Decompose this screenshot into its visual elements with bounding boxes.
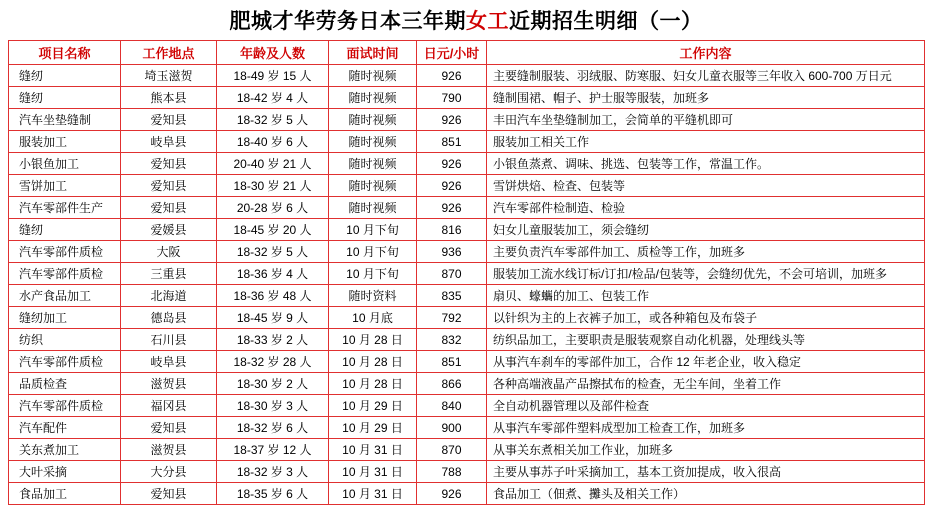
cell-work-content: 从事关东煮相关加工作业，加班多 <box>487 439 925 461</box>
cell-work-content: 妇女儿童服装加工，须会缝纫 <box>487 219 925 241</box>
cell-project-name: 汽车坐垫缝制 <box>9 109 121 131</box>
cell-age-and-count: 20-28 岁 6 人 <box>217 197 329 219</box>
cell-yen-per-hour: 851 <box>417 351 487 373</box>
cell-project-name: 缝纫 <box>9 87 121 109</box>
cell-age-and-count: 18-35 岁 6 人 <box>217 483 329 505</box>
cell-project-name: 汽车零部件生产 <box>9 197 121 219</box>
cell-work-content: 主要缝制服装、羽绒服、防寒服、妇女儿童衣服等三年收入 600-700 万日元 <box>487 65 925 87</box>
cell-project-name: 汽车零部件质检 <box>9 263 121 285</box>
table-row <box>9 483 925 505</box>
cell-project-name: 缝纫 <box>9 219 121 241</box>
table-row <box>9 285 925 307</box>
column-header-yen-per-hour: 日元/小时 <box>417 41 487 65</box>
cell-work-content: 扇贝、蠔蠵的加工、包装工作 <box>487 285 925 307</box>
cell-project-name: 雪饼加工 <box>9 175 121 197</box>
cell-work-content: 丰田汽车坐垫缝制加工，会简单的平缝机即可 <box>487 109 925 131</box>
cell-yen-per-hour: 816 <box>417 219 487 241</box>
cell-work-content: 主要从事苏子叶采摘加工，基本工资加提成，收入很高 <box>487 461 925 483</box>
table-row <box>9 65 925 87</box>
recruitment-table <box>8 40 925 505</box>
cell-age-and-count: 18-33 岁 2 人 <box>217 329 329 351</box>
table-row <box>9 87 925 109</box>
table-row <box>9 263 925 285</box>
cell-interview-time: 随时资料 <box>329 285 417 307</box>
cell-yen-per-hour: 936 <box>417 241 487 263</box>
cell-work-location: 埼玉滋贺 <box>121 65 217 87</box>
cell-interview-time: 随时视频 <box>329 65 417 87</box>
cell-work-location: 福冈县 <box>121 395 217 417</box>
cell-yen-per-hour: 870 <box>417 439 487 461</box>
cell-interview-time: 10 月 28 日 <box>329 373 417 395</box>
cell-interview-time: 10 月 28 日 <box>329 329 417 351</box>
cell-work-content: 缝制围裙、帽子、护士服等服装，加班多 <box>487 87 925 109</box>
cell-yen-per-hour: 851 <box>417 131 487 153</box>
cell-project-name: 小银鱼加工 <box>9 153 121 175</box>
column-header-project-name: 项目名称 <box>9 41 121 65</box>
table-row <box>9 439 925 461</box>
cell-age-and-count: 18-32 岁 3 人 <box>217 461 329 483</box>
cell-work-content: 食品加工（佃煮、攤头及相关工作） <box>487 483 925 505</box>
table-row <box>9 241 925 263</box>
cell-age-and-count: 18-30 岁 2 人 <box>217 373 329 395</box>
cell-interview-time: 10 月下旬 <box>329 219 417 241</box>
cell-interview-time: 10 月底 <box>329 307 417 329</box>
cell-interview-time: 10 月 28 日 <box>329 351 417 373</box>
cell-work-location: 大阪 <box>121 241 217 263</box>
table-row <box>9 461 925 483</box>
cell-work-content: 小银鱼蒸煮、调味、挑选、包装等工作，常温工作。 <box>487 153 925 175</box>
cell-interview-time: 随时视频 <box>329 87 417 109</box>
cell-project-name: 品质检查 <box>9 373 121 395</box>
cell-work-content: 以针织为主的上衣裤子加工，或各种箱包及布袋子 <box>487 307 925 329</box>
table-row <box>9 219 925 241</box>
cell-work-location: 大分县 <box>121 461 217 483</box>
cell-work-location: 滋贺县 <box>121 439 217 461</box>
cell-interview-time: 随时视频 <box>329 153 417 175</box>
table-row <box>9 197 925 219</box>
cell-interview-time: 随时视频 <box>329 131 417 153</box>
cell-work-content: 从事汽车零部件塑料成型加工检查工作，加班多 <box>487 417 925 439</box>
cell-interview-time: 随时视频 <box>329 175 417 197</box>
cell-work-location: 熊本县 <box>121 87 217 109</box>
cell-yen-per-hour: 832 <box>417 329 487 351</box>
cell-interview-time: 10 月下旬 <box>329 263 417 285</box>
cell-work-location: 爱知县 <box>121 109 217 131</box>
table-row <box>9 153 925 175</box>
cell-yen-per-hour: 926 <box>417 153 487 175</box>
cell-yen-per-hour: 792 <box>417 307 487 329</box>
table-row <box>9 307 925 329</box>
cell-project-name: 服装加工 <box>9 131 121 153</box>
table-row <box>9 329 925 351</box>
cell-age-and-count: 18-49 岁 15 人 <box>217 65 329 87</box>
cell-project-name: 汽车零部件质检 <box>9 351 121 373</box>
table-row <box>9 351 925 373</box>
cell-work-content: 从事汽车刹车的零部件加工，合作 12 年老企业，收入稳定 <box>487 351 925 373</box>
cell-project-name: 汽车配件 <box>9 417 121 439</box>
cell-work-location: 爱知县 <box>121 197 217 219</box>
cell-age-and-count: 18-40 岁 6 人 <box>217 131 329 153</box>
cell-yen-per-hour: 835 <box>417 285 487 307</box>
cell-project-name: 大叶采摘 <box>9 461 121 483</box>
column-header-work-content: 工作内容 <box>487 41 925 65</box>
cell-age-and-count: 18-36 岁 48 人 <box>217 285 329 307</box>
cell-work-content: 纺织品加工，主要职责是服装观察自动化机器，处理线头等 <box>487 329 925 351</box>
cell-project-name: 缝纫加工 <box>9 307 121 329</box>
cell-interview-time: 10 月 29 日 <box>329 417 417 439</box>
cell-age-and-count: 18-32 岁 5 人 <box>217 241 329 263</box>
cell-work-location: 爱知县 <box>121 417 217 439</box>
table-row <box>9 373 925 395</box>
cell-age-and-count: 18-45 岁 9 人 <box>217 307 329 329</box>
cell-yen-per-hour: 926 <box>417 197 487 219</box>
cell-work-content: 雪饼烘焙、检查、包装等 <box>487 175 925 197</box>
cell-project-name: 水产食品加工 <box>9 285 121 307</box>
cell-work-content: 全自动机器管理以及部件检查 <box>487 395 925 417</box>
cell-yen-per-hour: 788 <box>417 461 487 483</box>
cell-work-content: 服装加工流水线订标/订扣/检品/包装等，会缝纫优先，不会可培训，加班多 <box>487 263 925 285</box>
cell-yen-per-hour: 870 <box>417 263 487 285</box>
cell-age-and-count: 18-42 岁 4 人 <box>217 87 329 109</box>
cell-age-and-count: 18-30 岁 21 人 <box>217 175 329 197</box>
table-header-row <box>9 41 925 65</box>
cell-work-location: 滋贺县 <box>121 373 217 395</box>
cell-age-and-count: 18-32 岁 6 人 <box>217 417 329 439</box>
cell-yen-per-hour: 790 <box>417 87 487 109</box>
cell-age-and-count: 18-32 岁 5 人 <box>217 109 329 131</box>
cell-age-and-count: 18-32 岁 28 人 <box>217 351 329 373</box>
table-row <box>9 417 925 439</box>
cell-age-and-count: 18-30 岁 3 人 <box>217 395 329 417</box>
page-title-highlight: 女工 <box>466 9 509 33</box>
table-row <box>9 131 925 153</box>
cell-work-location: 爱知县 <box>121 175 217 197</box>
table-row <box>9 109 925 131</box>
cell-age-and-count: 18-36 岁 4 人 <box>217 263 329 285</box>
page-title <box>8 6 924 36</box>
cell-interview-time: 10 月下旬 <box>329 241 417 263</box>
cell-project-name: 食品加工 <box>9 483 121 505</box>
cell-work-location: 石川县 <box>121 329 217 351</box>
cell-work-location: 北海道 <box>121 285 217 307</box>
table-body <box>9 65 925 505</box>
page-title-after: 近期招生明细（一） <box>509 9 703 33</box>
cell-yen-per-hour: 926 <box>417 109 487 131</box>
cell-project-name: 缝纫 <box>9 65 121 87</box>
cell-work-location: 德岛县 <box>121 307 217 329</box>
cell-work-location: 三重县 <box>121 263 217 285</box>
cell-project-name: 纺织 <box>9 329 121 351</box>
cell-yen-per-hour: 840 <box>417 395 487 417</box>
cell-yen-per-hour: 866 <box>417 373 487 395</box>
cell-work-location: 岐阜县 <box>121 351 217 373</box>
cell-work-content: 各种高端液晶产品擦拭布的检查，无尘车间，坐着工作 <box>487 373 925 395</box>
cell-yen-per-hour: 926 <box>417 65 487 87</box>
cell-interview-time: 10 月 31 日 <box>329 461 417 483</box>
cell-project-name: 关东煮加工 <box>9 439 121 461</box>
cell-age-and-count: 20-40 岁 21 人 <box>217 153 329 175</box>
cell-work-location: 爱知县 <box>121 153 217 175</box>
cell-interview-time: 10 月 31 日 <box>329 483 417 505</box>
cell-interview-time: 随时视频 <box>329 197 417 219</box>
cell-yen-per-hour: 900 <box>417 417 487 439</box>
cell-work-location: 爱媛县 <box>121 219 217 241</box>
column-header-interview-time: 面试时间 <box>329 41 417 65</box>
cell-project-name: 汽车零部件质检 <box>9 241 121 263</box>
cell-interview-time: 10 月 31 日 <box>329 439 417 461</box>
cell-work-location: 岐阜县 <box>121 131 217 153</box>
cell-interview-time: 10 月 29 日 <box>329 395 417 417</box>
table-row <box>9 395 925 417</box>
cell-work-content: 服装加工相关工作 <box>487 131 925 153</box>
cell-age-and-count: 18-37 岁 12 人 <box>217 439 329 461</box>
cell-yen-per-hour: 926 <box>417 483 487 505</box>
table-row <box>9 175 925 197</box>
cell-yen-per-hour: 926 <box>417 175 487 197</box>
cell-work-content: 汽车零部件检制造、检验 <box>487 197 925 219</box>
cell-age-and-count: 18-45 岁 20 人 <box>217 219 329 241</box>
cell-work-location: 爱知县 <box>121 483 217 505</box>
column-header-work-location: 工作地点 <box>121 41 217 65</box>
cell-interview-time: 随时视频 <box>329 109 417 131</box>
cell-project-name: 汽车零部件质检 <box>9 395 121 417</box>
column-header-age-and-count: 年龄及人数 <box>217 41 329 65</box>
cell-work-content: 主要负责汽车零部件加工、质检等工作，加班多 <box>487 241 925 263</box>
page-title-before: 肥城才华劳务日本三年期 <box>229 9 466 33</box>
